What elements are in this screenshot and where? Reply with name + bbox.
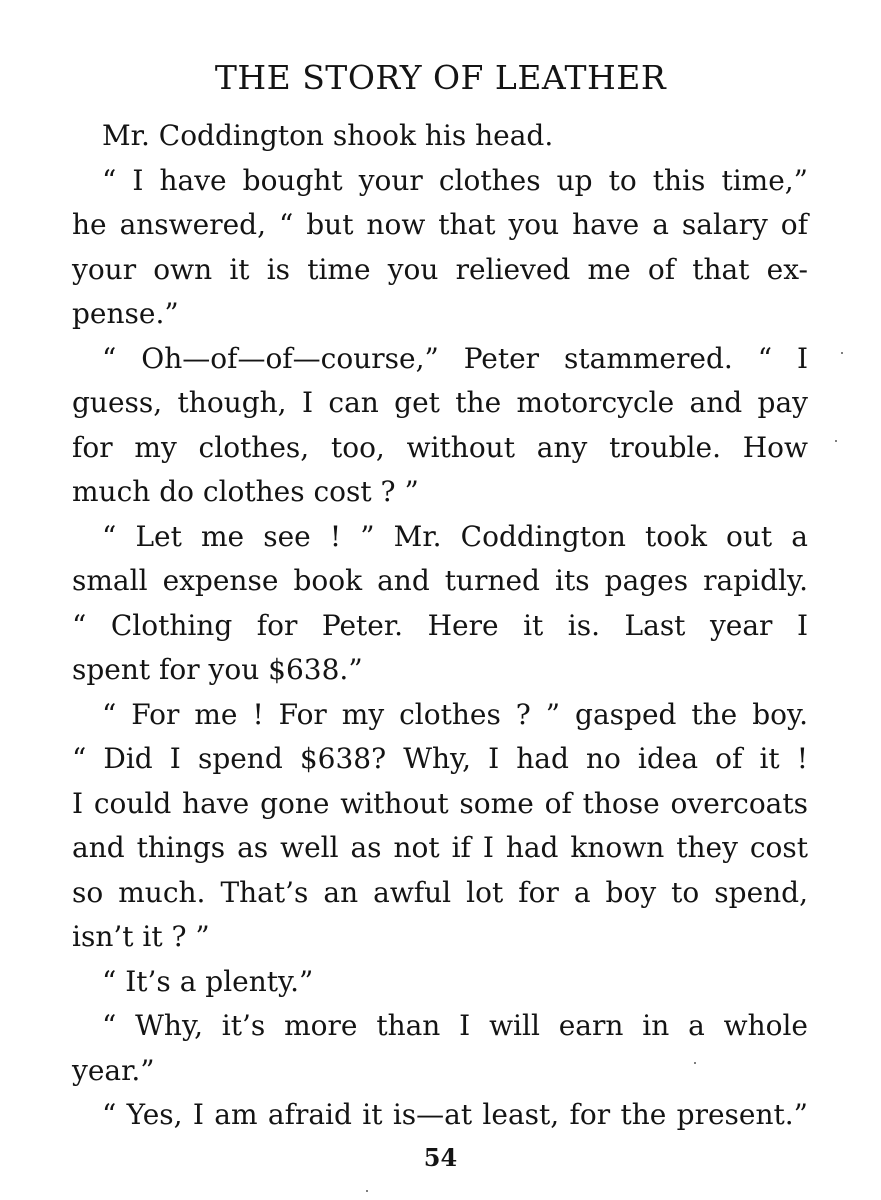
text-line: guess, though, I can get the motorcycle and pay [72,386,808,419]
text-line: “ Oh—of—of—course,” Peter stammered. “ I [102,341,808,375]
text-line: he answered, “ but now that you have a salary of [72,208,808,241]
text-line: “ I have bought your clothes up to this time,” [102,163,808,197]
print-speck [366,1190,368,1192]
text-line: Mr. Coddington shook his head. [102,119,554,152]
text-line: so much. That’s an awful lot for a boy to spend, [72,875,808,909]
text-line: “ Clothing for Peter. Here it is. Last year I [72,608,808,642]
print-speck [835,440,837,442]
text-line: spent for you $638.” [72,653,363,686]
text-line: “ It’s a plenty.” [102,964,314,998]
text-line: “ Let me see ! ” Mr. Coddington took out a [102,519,808,553]
text-line: isn’t it ? ” [72,920,210,953]
text-line: and things as well as not if I had known they cost [72,831,808,864]
text-line: “ Yes, I am afraid it is—at least, for the present.” [102,1098,808,1131]
print-speck [841,352,843,354]
text-line: much do clothes cost ? ” [72,475,419,508]
text-line: for my clothes, too, without any trouble. How [72,430,808,464]
page-number: 54 [423,1143,458,1172]
text-line: “ Did I spend $638? Why, I had no idea of it ! [72,742,808,775]
body-text [72,114,808,1138]
text-line: year.” [72,1053,155,1087]
text-line: your own it is time you relieved me of that ex- [72,252,808,286]
print-speck [694,1062,696,1064]
text-line: small expense book and turned its pages rapidly. [72,564,808,597]
text-line: I could have gone without some of those overcoats [72,786,808,820]
text-line: “ Why, it’s more than I will earn in a whole [102,1009,808,1042]
text-line: “ For me ! For my clothes ? ” gasped the boy. [102,697,808,731]
running-head-title: THE STORY OF LEATHER [214,58,667,97]
text-line: pense.” [72,297,179,330]
